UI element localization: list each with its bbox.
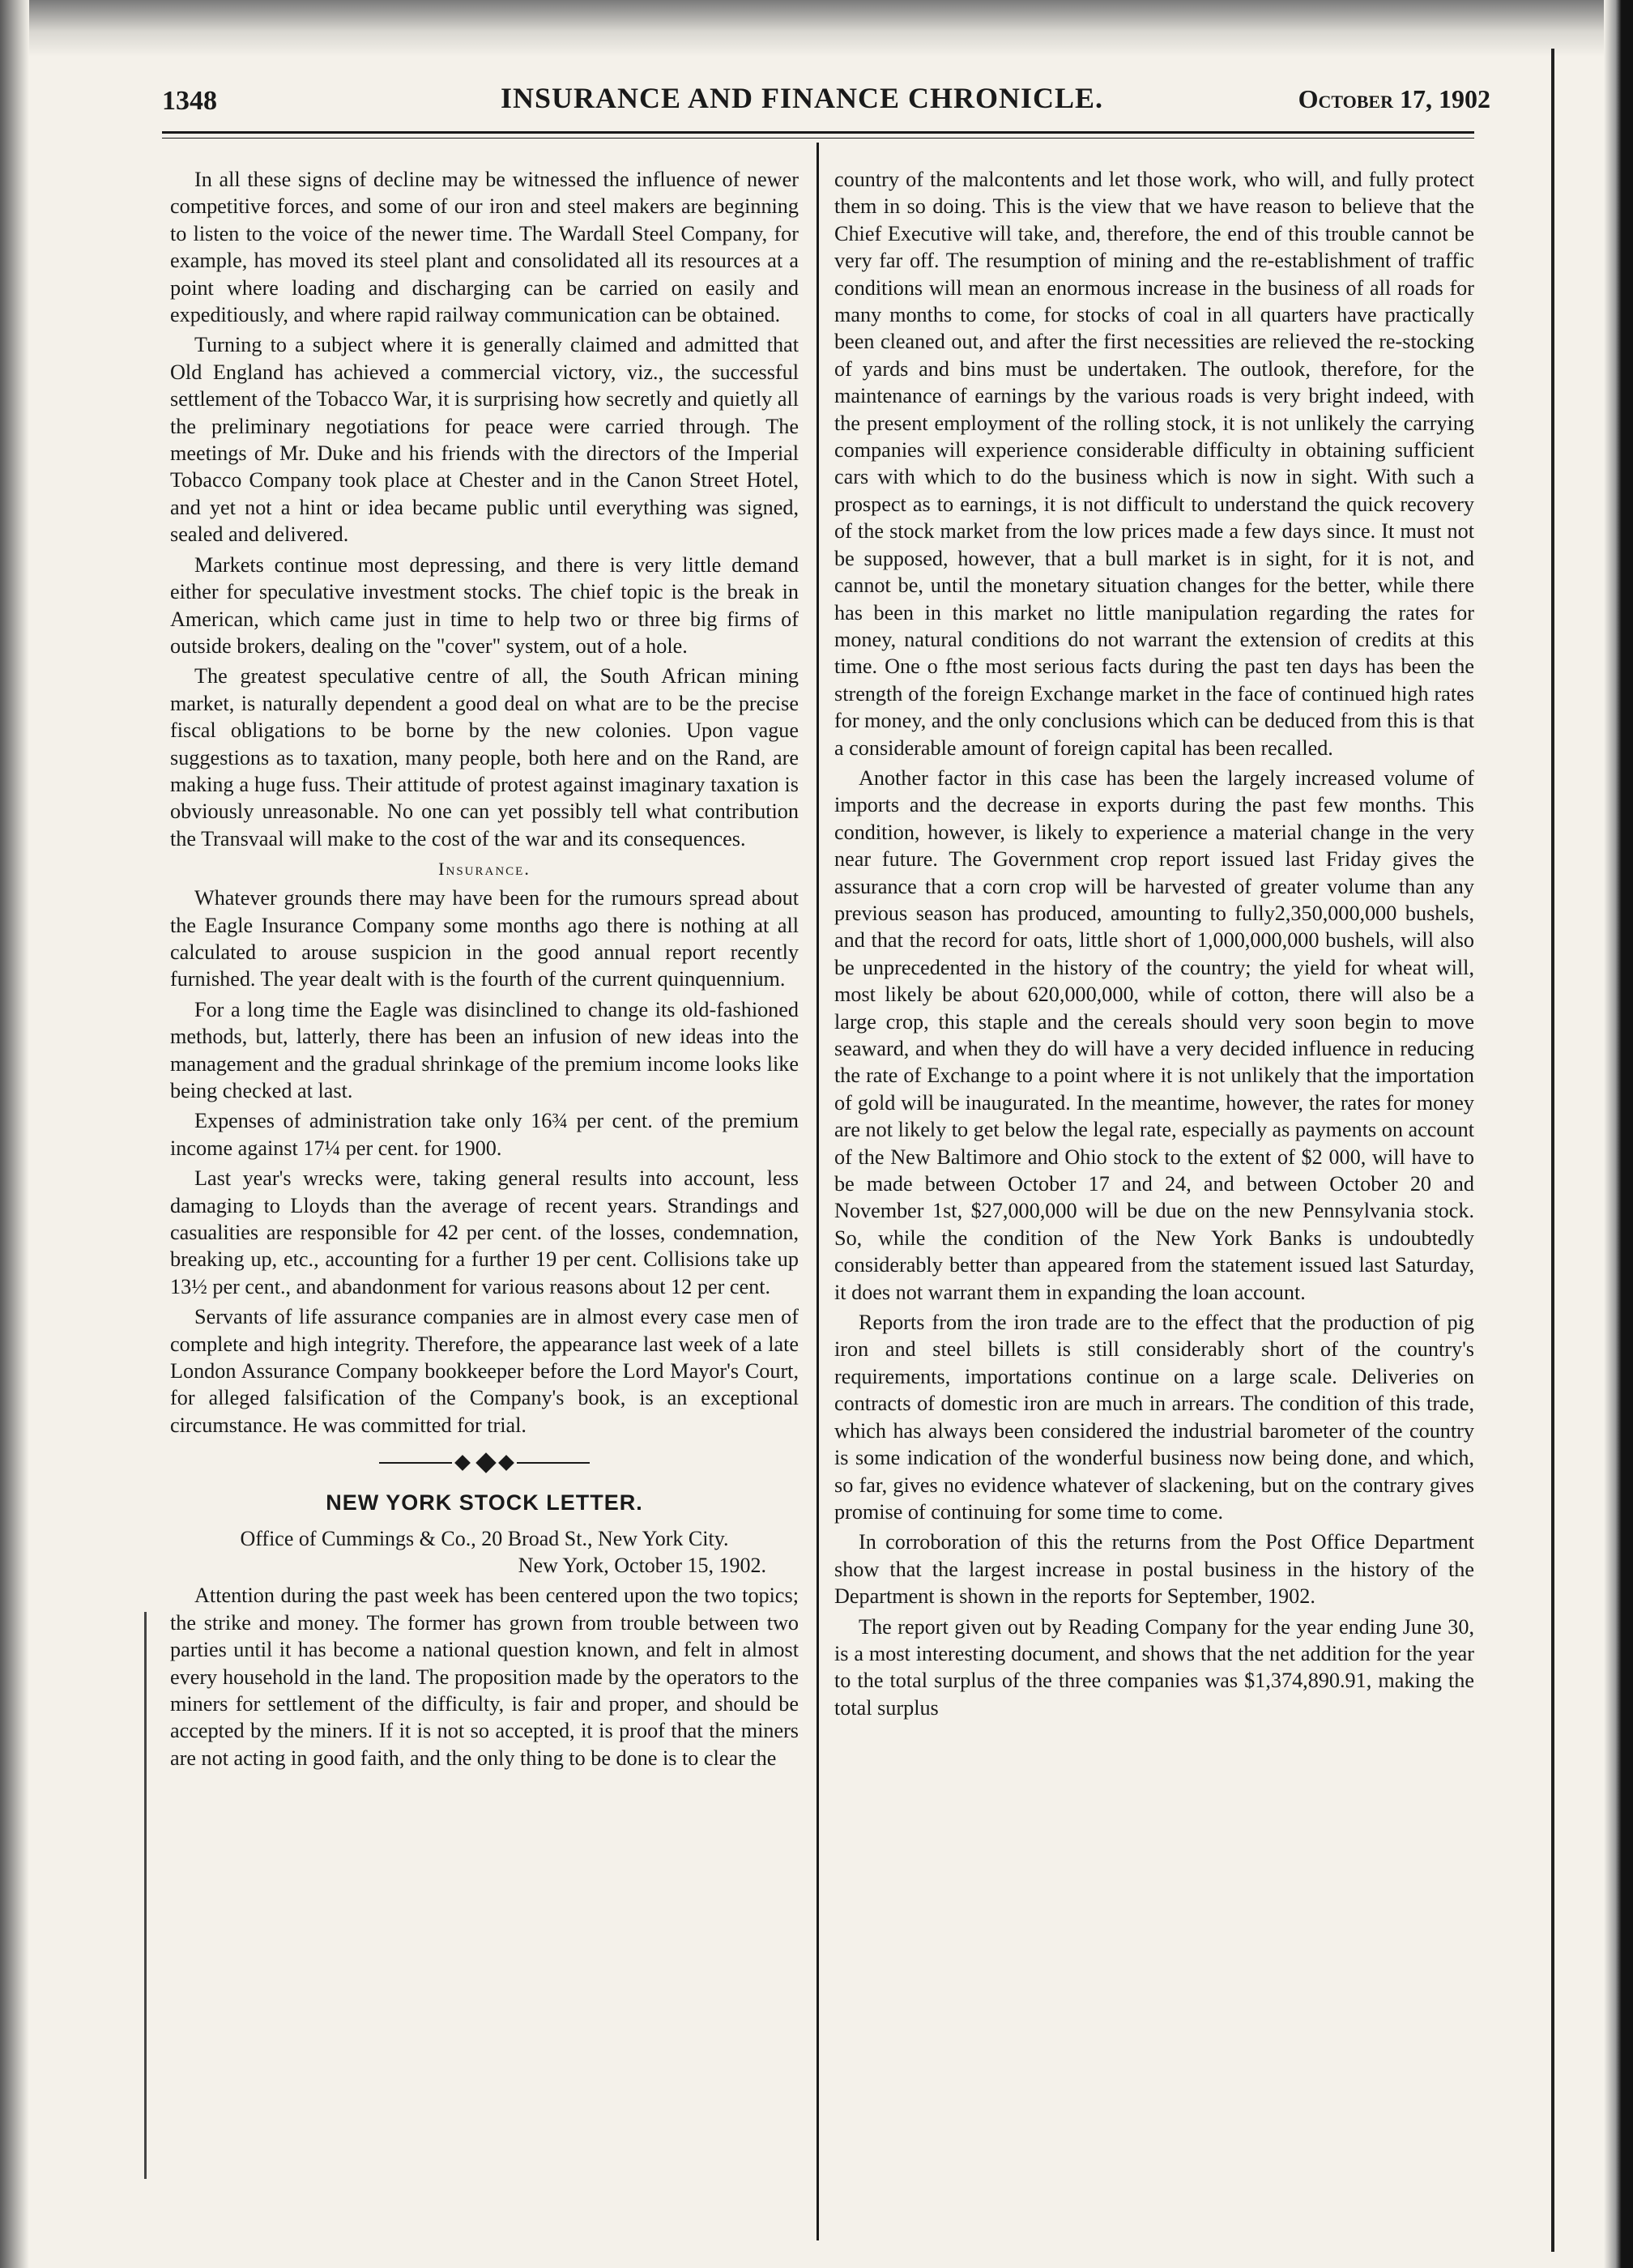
section-ornament xyxy=(379,1455,590,1471)
stock-letter-title: NEW YORK STOCK LETTER. xyxy=(326,1490,643,1516)
article-paragraph: In corroboration of this the returns from the Post Office Department show that the largest increase in postal business in the history of the Department is shown in the reports for September, 1902. xyxy=(834,1530,1474,1609)
insurance-paragraph: Servants of life assurance companies are in almost every case men of complete and high integrity. Therefore, the appearance last week of a late London Assurance Company bookkeeper before the Lord Mayor's Court, for alleged falsification of the Company's book, is an exceptional circumstance. He was committed for trial. xyxy=(170,1305,799,1437)
article-paragraph: Reports from the iron trade are to the effect that the production of pig iron and steel billets is still considerably short of the country's requirements, importations continue on a large scale. Deliveries on contracts of domestic iron are much in arrears. The condition of this trade, which has always been considered the industrial barometer of the country is some indication of the wonderful business now being done, and which, so far, gives no evidence whatever of slackening, but on the contrary gives promise of continuing for some time to come. xyxy=(834,1311,1474,1524)
page-number: 1348 xyxy=(162,86,217,116)
insurance-paragraph: Expenses of administration take only 16¾ per cent. of the premium income against 17¼ per cent. for 1900. xyxy=(170,1109,799,1160)
right-column xyxy=(834,166,1474,2256)
header-rule-thin xyxy=(162,138,1474,139)
article-paragraph: The report given out by Reading Company for the year ending June 30, is a most interesting document, and shows that the net addition for the year to the total surplus of the three companies was $1,374,890.91, making the total surplus xyxy=(834,1614,1474,1720)
scan-binding-line xyxy=(1551,49,1554,2252)
stock-letter-paragraph: Attention during the past week has been centered upon the two topics; the strike and money. The former has grown from trouble between two parties until it has become a national question known, and felt in almost every household in the land. The proposition made by the operators to the miners for settlement of the difficulty, is fair and proper, and should be accepted by the miners. If it is not so accepted, it is proof that the miners are not acting in good faith, and the only thing to be done is to clear the xyxy=(170,1584,799,1770)
article-paragraph: In all these signs of decline may be witnessed the influence of newer competitive forces, and some of our iron and steel makers are beginning to listen to the voice of the newer time. The Wardall Steel Company, for example, has moved its steel plant and consolidated all its resources at a point where loading and discharging can be carried on easily and expeditiously, and where rapid railway communication can be obtained. xyxy=(170,168,799,327)
stock-letter-byline: Office of Cummings & Co., 20 Broad St., New York City. xyxy=(240,1527,729,1551)
left-column xyxy=(170,166,799,2256)
page-header xyxy=(162,81,1490,130)
scan-left-edge xyxy=(0,0,29,2268)
insurance-heading: Insurance. xyxy=(438,859,531,880)
scan-right-edge xyxy=(1604,0,1633,2268)
insurance-paragraph: Whatever grounds there may have been for the rumours spread about the Eagle Insurance Company some months ago there is nothing at all calculated to arouse suspicion in the good annual report recently furnished. The year dealt with is the fourth of the current quinquennium. xyxy=(170,886,799,991)
header-rule xyxy=(162,131,1474,134)
stock-letter-dateline: New York, October 15, 1902. xyxy=(518,1554,766,1578)
column-divider xyxy=(816,143,819,2240)
masthead-title: INSURANCE AND FINANCE CHRONICLE. xyxy=(500,82,1104,114)
article-paragraph: Turning to a subject where it is generally claimed and admitted that Old England has achieved a commercial victory, viz., the successful settlement of the Tobacco War, it is surprising how secretly and quietly all the preliminary negotiations for peace were carried through. The meetings of Mr. Duke and his friends with the directors of the Imperial Tobacco Company took place at Chester and in the Canon Street Hotel, and yet not a hint or idea became public until everything was signed, sealed and delivered. xyxy=(170,333,799,547)
insurance-paragraph: For a long time the Eagle was disinclined to change its old-fashioned methods, but, latterly, there has been an infusion of new ideas into the management and the gradual shrinkage of the premium income looks like being checked at last. xyxy=(170,997,799,1102)
article-paragraph: country of the malcontents and let those work, who will, and fully protect them in so doing. This is the view that we have reason to believe that the Chief Executive will take, and, therefore, the end of this trouble cannot be very far off. The resumption of mining and the re-establishment of traffic conditions will mean an enormous increase in the business of all roads for many months to come, for stocks of coal in all quarters have practically been cleaned out, and after the first necessities are relieved the re-stocking of yards and bins must be undertaken. The outlook, therefore, for the maintenance of earnings by the various roads is very bright indeed, with the present employment of the rolling stock, it is not unlikely the carrying companies will experience considerable difficulty in obtaining sufficient cars with which to do the business which is now in sight. With such a prospect as to earnings, it is not difficult to understand the quick recovery of the stock market from the low prices made a few days since. It must not be supposed, however, that a bull market is in sight, for it is not, and cannot be, until the monetary situation changes for the better, while there has been in this market no little manipulation regarding the rates for money, natural conditions do not warrant the extension of credits at this time. One o fthe most serious facts during the past ten days has been the strength of the foreign Exchange market in the face of continued high rates for money, and the only conclusions which can be deduced from this is that a considerable amount of foreign capital has been recalled. xyxy=(834,168,1474,760)
article-paragraph: Another factor in this case has been the largely increased volume of imports and the decrease in exports during the past few months. This condition, however, is likely to experience a material change in the very near future. The Government crop report issued last Friday gives the assurance that a corn crop will be harvested of greater volume than any previous season has produced, amounting to fully2,350,000,000 bushels, and that the record for oats, little short of 1,000,000,000 bushels, will also be unprecedented in the history of the country; the yield for wheat will, most likely be about 620,000,000, while of cotton, there will also be a large crop, this staple and the cereals should very soon begin to move seaward, and when they do will have a very decided influence in reducing the rate of Exchange to a point where it is not unlikely that the importation of gold will be inaugurated. In the meantime, however, the rates for money are not likely to get below the legal rate, especially as payments on account of the New Baltimore and Ohio stock to the extent of $2 000, will have to be made between October 17 and 24, and between October 20 and November 1st, $27,000,000 will be due on the new Pennsylvania stock. So, while the condition of the New York Banks is undoubtedly considerably better than appeared from the statement issued last Saturday, it does not warrant them in expanding the loan account. xyxy=(834,765,1474,1304)
article-paragraph: Markets continue most depressing, and there is very little demand either for speculative investment stocks. The chief topic is the break in American, which came just in time to help two or three big firms of outside brokers, dealing on the "cover" system, out of a hole. xyxy=(170,552,799,658)
issue-date: October 17, 1902 xyxy=(1298,84,1490,113)
article-paragraph: The greatest speculative centre of all, the South African mining market, is naturally dependent a good deal on what are to be the precise fiscal obligations to be borne by the new colonies. Upon vague suggestions as to taxation, many people, both here and on the Rand, are making a huge fuss. Their attitude of protest against imaginary taxation is obviously unreasonable. No one can yet possibly tell what contribution the Transvaal will make to the cost of the war and its consequences. xyxy=(170,664,799,850)
scan-top-shadow xyxy=(0,0,1633,57)
scan-left-margin-line xyxy=(144,1612,147,2179)
insurance-paragraph: Last year's wrecks were, taking general results into account, less damaging to Lloyds than the average of recent years. Strandings and casualities are responsible for 42 per cent. of the losses, condemnation, breaking up, etc., accounting for a further 19 per cent. Collisions take up 13½ per cent., and abandonment for various reasons about 12 per cent. xyxy=(170,1166,799,1298)
